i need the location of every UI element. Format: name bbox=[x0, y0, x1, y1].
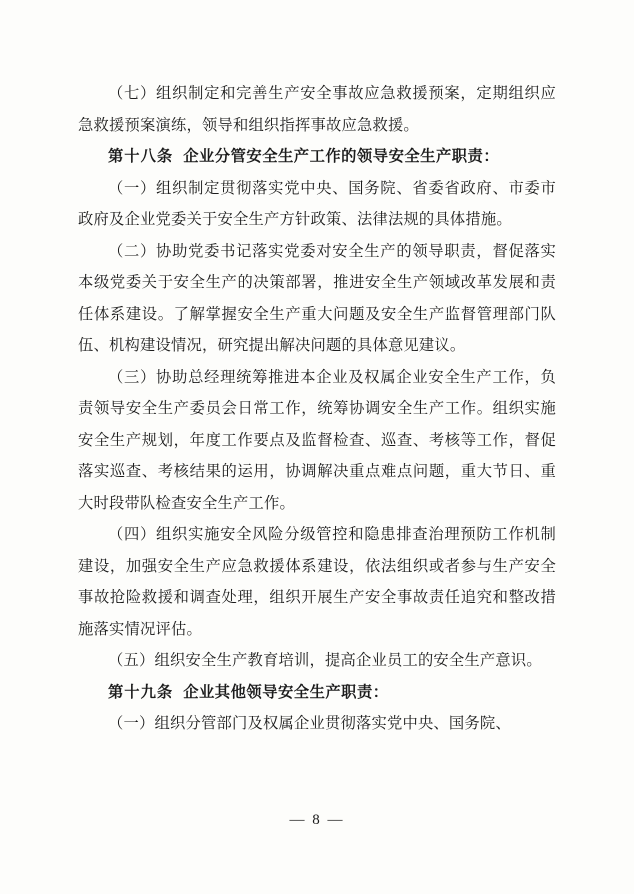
article-number: 第十八条 bbox=[108, 148, 174, 165]
document-body bbox=[78, 78, 556, 740]
heading-article-18 bbox=[78, 141, 556, 173]
article-title: 企业其他领导安全生产职责： bbox=[183, 683, 389, 701]
paragraph-article-18-item-3: （三）协助总经理统筹推进本企业及权属企业安全生产工作，负责领导安全生产委员会日常工作，统筹协调安全生产工作。组织实施安全生产规划，年度工作要点及监督检查、巡查、考核等工作，督促落实巡查、考核结果的运用，协调解决重点难点问题，重大节日、重大时段带队检查安全生产工作。 bbox=[78, 368, 556, 512]
paragraph-article-19-item-1: （一）组织分管部门及权属企业贯彻落实党中央、国务院、 bbox=[108, 715, 511, 732]
paragraph-item-7: （七）组织制定和完善生产安全事故应急救援预案，定期组织应急救援预案演练，领导和组织指挥事故应急救援。 bbox=[78, 85, 556, 134]
page-number: — 8 — bbox=[289, 812, 345, 828]
paragraph-article-18-item-1: （一）组织制定贯彻落实党中央、国务院、省委省政府、市委市政府及企业党委关于安全生产方针政策、法律法规的具体措施。 bbox=[78, 179, 556, 228]
paragraph-article-18-item-4: （四）组织实施安全风险分级管控和隐患排查治理预防工作机制建设，加强安全生产应急救援体系建设，依法组织或者参与生产安全事故抢险救援和调查处理，组织开展生产安全事故责任追究和整改措施落实情况评估。 bbox=[78, 526, 556, 638]
heading-article-19 bbox=[78, 677, 556, 709]
article-title: 企业分管安全生产工作的领导安全生产职责： bbox=[183, 148, 500, 165]
article-number: 第十九条 bbox=[108, 683, 174, 701]
page-footer bbox=[0, 812, 634, 829]
paragraph-article-18-item-2: （二）协助党委书记落实党委对安全生产的领导职责，督促落实本级党委关于安全生产的决策部署，推进安全生产领域改革发展和责任体系建设。了解掌握安全生产重大问题及安全生产监督管理部门队伍、机构建设情况，研究提出解决问题的具体意见建议。 bbox=[78, 242, 556, 354]
paragraph-article-18-item-5: （五）组织安全生产教育培训，提高企业员工的安全生产意识。 bbox=[108, 652, 542, 669]
